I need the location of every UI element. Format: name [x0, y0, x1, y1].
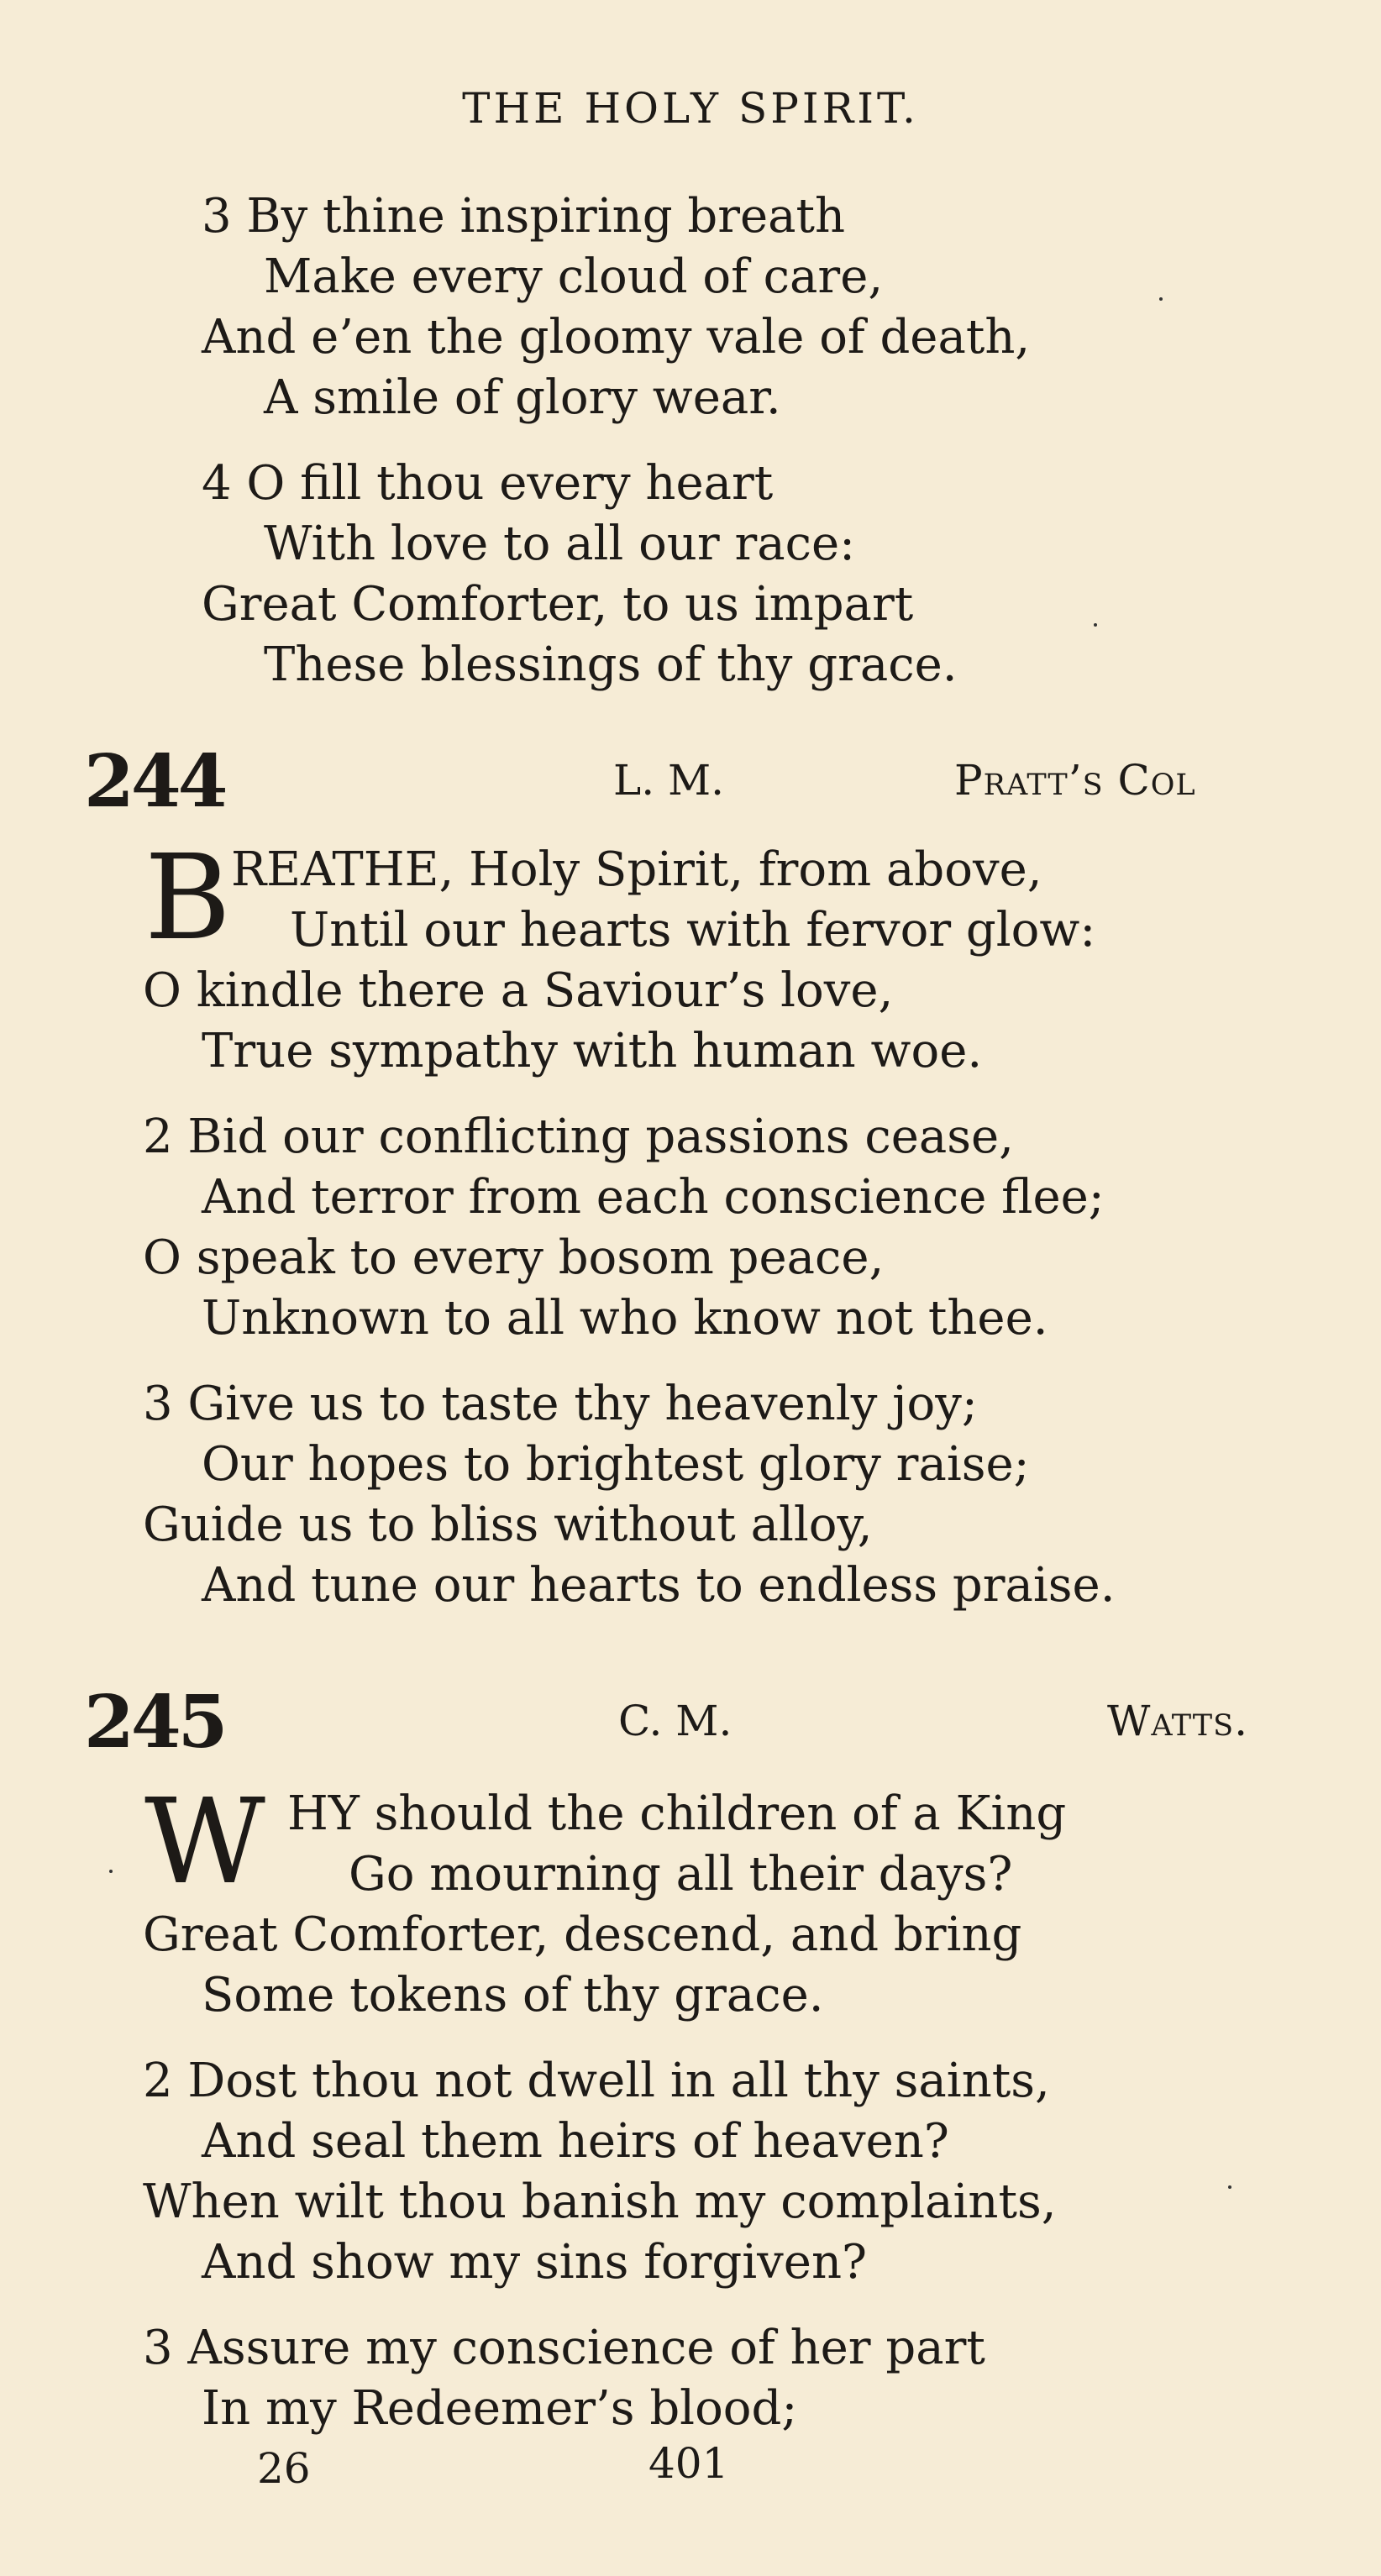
- stanza-line: With love to all our race:: [264, 517, 855, 571]
- stanza-line: Go mourning all their days?: [349, 1847, 1013, 1902]
- hymn-meter: L. M.: [613, 756, 725, 805]
- hymn-meter: C. M.: [618, 1697, 733, 1745]
- stanza-line: And show my sins forgiven?: [202, 2235, 868, 2290]
- stanza-line: 3 Give us to taste thy heavenly joy;: [143, 1377, 978, 1431]
- stanza-line: And seal them heirs of heaven?: [202, 2114, 949, 2169]
- stanza-line: Our hopes to brightest glory raise;: [202, 1437, 1030, 1492]
- drop-cap: B: [144, 830, 231, 967]
- stanza-line: O speak to every bosom peace,: [143, 1230, 885, 1285]
- signature-mark: 26: [257, 2444, 311, 2493]
- stanza-line: 3 By thine inspiring breath: [202, 189, 846, 244]
- stanza-line: And tune our hearts to endless praise.: [202, 1558, 1116, 1613]
- stanza-line: These blessings of thy grace.: [264, 637, 958, 692]
- hymn-number: 244: [84, 739, 225, 824]
- print-speck: [1094, 623, 1097, 627]
- page-header: THE HOLY SPIRIT.: [462, 84, 919, 133]
- stanza-line: When wilt thou banish my complaints,: [143, 2175, 1057, 2229]
- hymn-author: Watts.: [1107, 1697, 1248, 1745]
- stanza-line: Until our hearts with fervor glow:: [290, 903, 1096, 957]
- hymn-first-line: REATHE, Holy Spirit, from above,: [231, 842, 1042, 897]
- stanza-line: And e’en the gloomy vale of death,: [202, 310, 1031, 365]
- stanza-line: In my Redeemer’s blood;: [202, 2381, 798, 2436]
- print-speck: [1159, 297, 1163, 301]
- stanza-line: Guide us to bliss without alloy,: [143, 1498, 873, 1552]
- print-speck: [1228, 2185, 1231, 2189]
- print-speck: [109, 1870, 113, 1873]
- stanza-line: A smile of glory wear.: [264, 370, 781, 425]
- stanza-line: Unknown to all who know not thee.: [202, 1291, 1048, 1346]
- stanza-line: 2 Dost thou not dwell in all thy saints,: [143, 2054, 1050, 2108]
- drop-cap: W: [144, 1774, 265, 1911]
- stanza-line: Some tokens of thy grace.: [202, 1968, 824, 2023]
- stanza-line: Great Comforter, to us impart: [202, 577, 914, 632]
- page-number: 401: [648, 2439, 729, 2488]
- stanza-line: And terror from each conscience flee;: [202, 1170, 1105, 1225]
- hymn-first-line: HY should the children of a King: [287, 1786, 1067, 1841]
- stanza-line: O kindle there a Saviour’s love,: [143, 963, 894, 1018]
- stanza-line: 3 Assure my conscience of her part: [143, 2321, 985, 2375]
- stanza-line: True sympathy with human woe.: [202, 1024, 983, 1078]
- stanza-line: 4 O fill thou every heart: [202, 456, 774, 511]
- hymn-author: Pratt’s Col: [954, 756, 1196, 805]
- stanza-line: 2 Bid our conflicting passions cease,: [143, 1110, 1014, 1164]
- stanza-line: Great Comforter, descend, and bring: [143, 1907, 1022, 1962]
- hymn-number: 245: [84, 1680, 225, 1765]
- stanza-line: Make every cloud of care,: [264, 249, 884, 304]
